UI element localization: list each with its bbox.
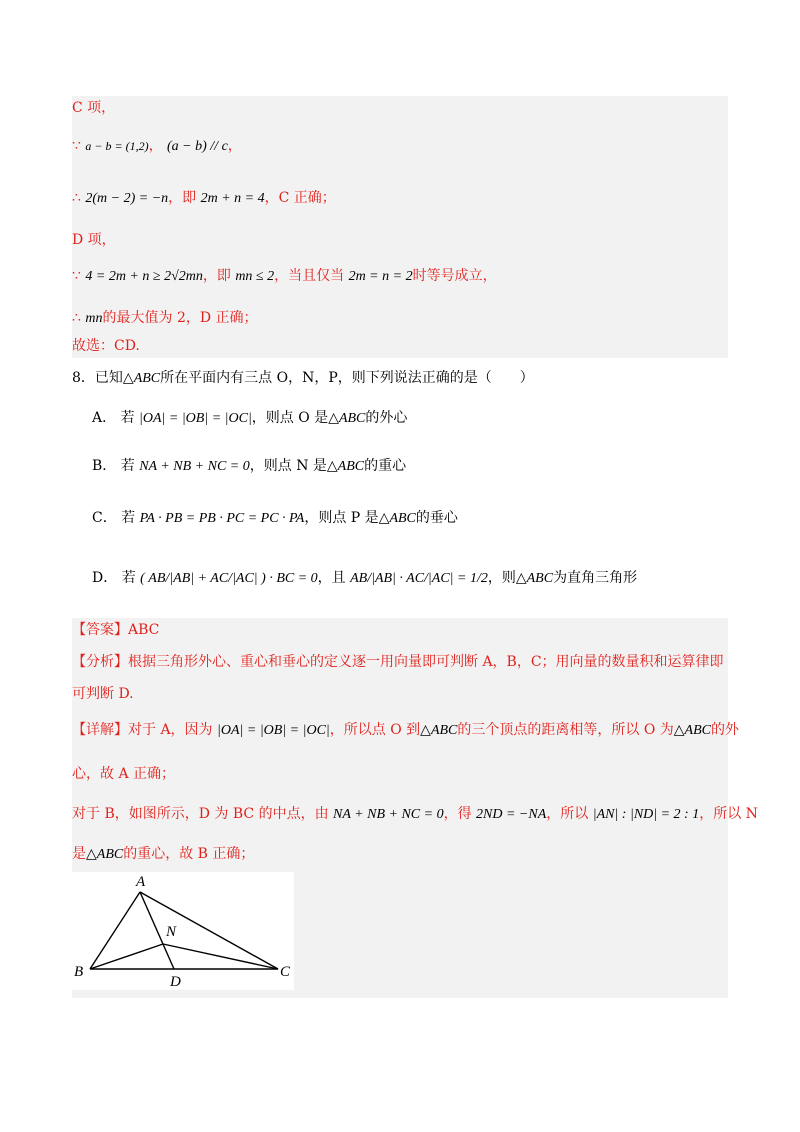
option-d-formula-2: AB/|AB| · AC/|AC| = 1/2 [350, 571, 488, 586]
part-c-eq3: 2(m − 2) = −n [85, 191, 169, 206]
option-letter: B． [92, 458, 117, 474]
part-c-line-1: ∵ a − b = (1,2)， (a − b) // c， [72, 138, 242, 154]
triangle-symbol: △ABC [378, 511, 416, 526]
because-symbol: ∵ [72, 138, 81, 154]
triangle-figure [72, 872, 294, 990]
analysis-tag: 【分析】 [72, 654, 128, 670]
triangle-symbol: △ABC [86, 847, 124, 862]
answer-line [72, 620, 159, 640]
detail-a-line-2: 心，故 A 正确； [72, 766, 176, 782]
part-d-eq1: 4 = 2m + n ≥ 2√2mn [85, 269, 203, 284]
option-a: A． 若 |OA| = |OB| = |OC|，则点 O 是△ABC的外心 [92, 410, 408, 426]
part-c-line-2: ∴ 2(m − 2) = −n，即 2m + n = 4，C 正确； [72, 190, 336, 206]
label-b: B [74, 964, 84, 980]
detail-a-formula: |OA| = |OB| = |OC| [217, 723, 330, 738]
answer-choice: 故选：CD. [72, 338, 140, 354]
triangle-symbol: △ABC [328, 411, 366, 426]
triangle-symbol: △ABC [673, 723, 711, 738]
analysis-line-1: 【分析】根据三角形外心、重心和垂心的定义逐一用向量即可判断 A，B，C；用向量的数量积和运算律即 [72, 654, 724, 670]
label-a: A [136, 874, 146, 890]
question-stem: 8．已知△ABC所在平面内有三点 O，N，P，则下列说法正确的是（ ） [72, 370, 534, 386]
option-d-formula: ( AB/|AB| + AC/|AC| ) · BC = 0 [140, 571, 318, 586]
detail-b-formula-2: 2ND = −NA [476, 807, 547, 822]
part-d-eq4: mn [85, 311, 103, 326]
figure-background [72, 872, 294, 990]
detail-b-formula-3: |AN| : |ND| = 2 : 1 [592, 807, 700, 822]
label-c: C [280, 964, 291, 980]
option-b: B． 若 NA + NB + NC = 0，则点 N 是△ABC的重心 [92, 458, 407, 474]
option-d: D． 若 ( AB/|AB| + AC/|AC| ) · BC = 0，且 AB/|AB| · AC/|AC| = 1/2，则△ABC为直角三角形 [92, 570, 638, 586]
because-symbol: ∵ [72, 268, 81, 284]
detail-b-line-2: 是△ABC的重心，故 B 正确； [72, 846, 255, 862]
option-c: C． 若 PA · PB = PB · PC = PC · PA，则点 P 是△ABC的垂心 [92, 510, 458, 526]
detail-b-formula: NA + NB + NC = 0 [333, 807, 444, 822]
triangle-symbol: △ABC [420, 723, 458, 738]
option-letter: D． [92, 570, 118, 586]
option-b-formula: NA + NB + NC = 0 [139, 459, 250, 474]
detail-b-line-1: 对于 B，如图所示，D 为 BC 的中点，由 NA + NB + NC = 0，得 2ND = −NA，所以 |AN| : |ND| = 2 : 1，所以 N [72, 806, 758, 822]
option-letter: C． [92, 510, 117, 526]
therefore-symbol: ∴ [72, 190, 81, 206]
part-c-eq1: a − b = (1,2) [85, 139, 149, 153]
triangle-symbol: △ABC [515, 571, 554, 586]
part-d-line-2: ∴ mn的最大值为 2，D 正确； [72, 310, 258, 326]
option-letter: A． [92, 410, 117, 426]
part-c-eq2: (a − b) // c [167, 139, 228, 154]
triangle-symbol: △ABC [326, 459, 365, 474]
part-d-label: D 项， [72, 232, 116, 248]
option-c-formula: PA · PB = PB · PC = PC · PA [139, 511, 305, 526]
therefore-symbol: ∴ [72, 310, 81, 326]
answer-tag: 【答案】 [72, 622, 128, 638]
label-n: N [166, 924, 177, 940]
part-c-label: C 项， [72, 100, 116, 116]
label-d: D [170, 974, 181, 990]
triangle-symbol: △ABC [122, 371, 161, 386]
part-d-line-1: ∵ 4 = 2m + n ≥ 2√2mn，即 mn ≤ 2，当且仅当 2m = n = 2时等号成立， [72, 268, 497, 284]
detail-a-line-1: 【详解】对于 A，因为 |OA| = |OB| = |OC|，所以点 O 到△ABC的三个顶点的距离相等，所以 O 为△ABC的外 [72, 722, 739, 738]
part-d-eq2: mn ≤ 2 [235, 269, 275, 284]
analysis-line-2: 可判断 D. [72, 686, 134, 702]
detail-tag: 【详解】 [72, 722, 128, 738]
part-c-eq4: 2m + n = 4 [200, 191, 265, 206]
answer-text: ABC [128, 622, 160, 638]
part-d-eq3: 2m = n = 2 [348, 269, 413, 284]
question-number: 8． [72, 370, 95, 386]
option-a-formula: |OA| = |OB| = |OC| [139, 411, 252, 426]
